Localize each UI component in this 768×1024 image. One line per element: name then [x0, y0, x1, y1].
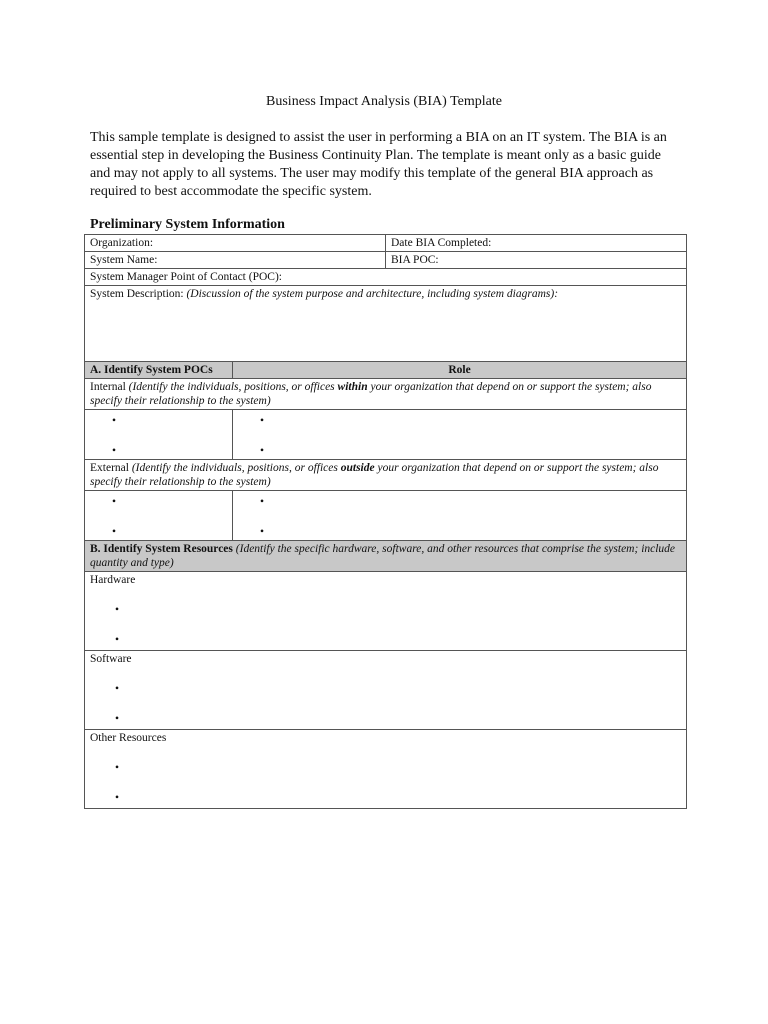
external-pocs-entry-row — [85, 491, 687, 541]
bullet-point: • — [115, 683, 120, 695]
external-pocs-description — [85, 460, 687, 491]
software-label: Software — [90, 653, 132, 665]
system-manager-label: System Manager Point of Contact (POC): — [90, 271, 282, 283]
section-a-header: A. Identify System POCs — [85, 362, 233, 379]
bullet-point: • — [115, 634, 120, 646]
bullet-point: • — [115, 762, 120, 774]
internal-pocs-row — [85, 379, 687, 410]
bullet-point: • — [260, 445, 265, 457]
section-b-header-cell — [85, 541, 687, 572]
system-name-label: System Name: — [90, 254, 158, 266]
date-completed-label: Date BIA Completed: — [391, 237, 492, 249]
date-completed-field[interactable] — [386, 235, 687, 252]
bullet-point: • — [112, 415, 117, 427]
bia-poc-label: BIA POC: — [391, 254, 439, 266]
bullet-point: • — [112, 526, 117, 538]
section-a-header-row — [85, 362, 687, 379]
bullet-point: • — [115, 713, 120, 725]
organization-label: Organization: — [90, 237, 154, 249]
organization-row — [85, 235, 687, 252]
internal-hint-end: your organization that depend on or support the system; also specify their relationship to the system) — [90, 381, 652, 407]
external-emphasis: outside — [340, 462, 375, 474]
system-manager-field[interactable] — [85, 269, 687, 286]
bia-form-table — [84, 234, 687, 809]
internal-pocs-entry-row — [85, 410, 687, 460]
system-description-hint: (Discussion of the system purpose and architecture, including system diagrams): — [186, 288, 559, 300]
bullet-point: • — [115, 792, 120, 804]
system-description-field[interactable] — [85, 286, 687, 362]
system-name-field[interactable] — [85, 252, 386, 269]
external-label: External — [90, 462, 132, 474]
system-manager-row — [85, 269, 687, 286]
section-b-header: B. Identify System Resources — [90, 543, 233, 555]
hardware-field[interactable] — [85, 572, 687, 651]
organization-field[interactable] — [85, 235, 386, 252]
software-field[interactable] — [85, 651, 687, 730]
system-description-row — [85, 286, 687, 362]
software-row — [85, 651, 687, 730]
bullet-point: • — [260, 496, 265, 508]
external-pocs-row — [85, 460, 687, 491]
bullet-point: • — [115, 604, 120, 616]
bullet-point: • — [112, 445, 117, 457]
bia-poc-field[interactable] — [386, 252, 687, 269]
external-hint-start: (Identify the individuals, positions, or offices — [131, 462, 341, 474]
internal-role-cell[interactable] — [233, 410, 687, 460]
section-b-hint: (Identify the specific hardware, software, and other resources that comprise the system; include quantity and type) — [90, 543, 676, 569]
bullet-point: • — [260, 415, 265, 427]
hardware-label: Hardware — [90, 574, 136, 586]
intro-paragraph: This sample template is designed to assist the user in performing a BIA on an IT system. The BIA is an essential step in developing the Business Continuity Plan. The template is meant only as a basic guide and may not apply to all systems. The user may modify this template of the general BIA approach as required to best accommodate the specific system. — [90, 130, 667, 199]
other-resources-label: Other Resources — [90, 732, 167, 744]
internal-poc-cell[interactable] — [85, 410, 233, 460]
system-name-row — [85, 252, 687, 269]
preliminary-info-heading: Preliminary System Information — [90, 217, 285, 232]
internal-hint-start: (Identify the individuals, positions, or offices — [128, 381, 338, 393]
other-resources-field[interactable] — [85, 730, 687, 809]
internal-label: Internal — [90, 381, 129, 393]
bullet-point: • — [112, 496, 117, 508]
external-role-cell[interactable] — [233, 491, 687, 541]
external-poc-cell[interactable] — [85, 491, 233, 541]
bullet-point: • — [260, 526, 265, 538]
document-title: Business Impact Analysis (BIA) Template — [266, 94, 502, 109]
other-resources-row — [85, 730, 687, 809]
hardware-row — [85, 572, 687, 651]
section-b-header-row — [85, 541, 687, 572]
external-hint-end: your organization that depend on or support the system; also specify their relationship to the system) — [90, 462, 659, 488]
internal-pocs-description — [85, 379, 687, 410]
role-header: Role — [233, 362, 687, 379]
system-description-label: System Description: — [90, 288, 187, 300]
internal-emphasis: within — [337, 381, 368, 393]
